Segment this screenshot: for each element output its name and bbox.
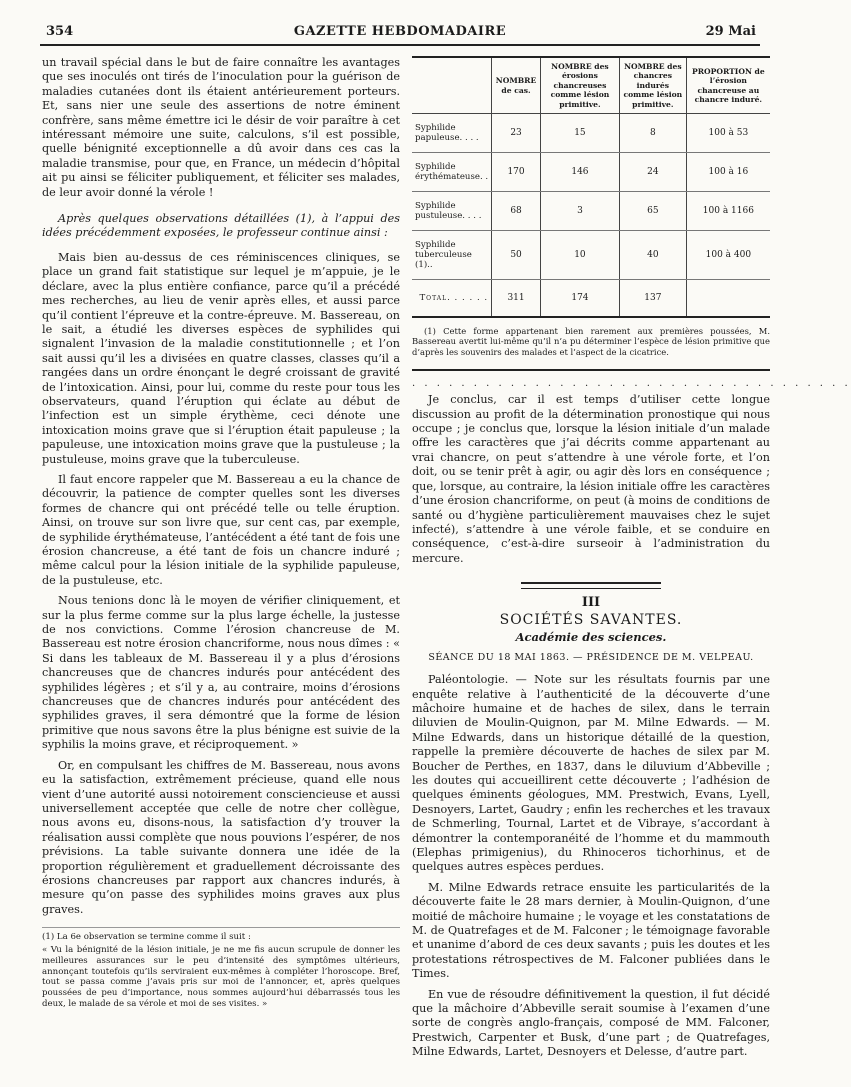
- cell-erosions: 10: [540, 231, 619, 280]
- total-chancres: 137: [619, 280, 686, 318]
- section-title: SOCIÉTÉS SAVANTES.: [499, 612, 683, 629]
- paragraph: Paléontologie. — Note sur les résultats fournis par une enquête relative à l’authenticité de la découverte d’une mâchoire humaine et de haches de silex, dans le terrain diluvien de Moulin-Quignon, par M. Milne Edwards. — M. Milne Edwards, dans un historique détaillé de la question, rappelle la première découverte de haches de silex par M. Boucher de Perthes, en 1837, dans le diluvium d’Abbeville ; les doutes qui accueillirent cette découverte ; l’adhésion de quelques éminents géologues, MM. Prestwich, Evans, Lyell, Desnoyers, Lartet, Gaudry ; enfin les recherches et les travaux de Schmerling, Tournal, Lartet et de Vibraye, s’accordant à démontrer la contemporanéité de l’homme et du mammouth (Elephas primigenius), du Rhinoceros tichorhinus, et de quelques autres espèces perdues.: [412, 673, 770, 874]
- table-header-row: [412, 57, 770, 114]
- left-column: [42, 56, 400, 1012]
- cell-erosions: 3: [540, 192, 619, 231]
- cell-chancres: 8: [619, 114, 686, 153]
- paragraph: un travail spécial dans le but de faire connaître les avantages que ses inoculés ont tirés de l’inoculation pour la guérison de maladies cutanées dont ils étaient antérieurement porteurs. Et, sans nier une seule des assertions de notre éminent confrère, sans même émettre ici le désir de voir paraître à cet intéressant mémoire une suite, calculons, s’il est possible, quelle bénignité exceptionnelle a dû avoir dans ces cas la maladie transmise, pour que, en France, un médecin d’hôpital ait pu ainsi se féliciter publiquement, et féliciter ses malades, de leur avoir donné la vérole !: [42, 56, 400, 199]
- total-label: Total. . . . . .: [419, 293, 489, 304]
- cell-cases: 50: [492, 231, 541, 280]
- table-row: [412, 114, 770, 153]
- cell-cases: 23: [492, 114, 541, 153]
- row-label: Syphilide pustuleuse. . . .: [412, 192, 492, 231]
- paragraph: Or, en compulsant les chiffres de M. Bassereau, nous avons eu la satisfaction, extrêmement précieuse, quand elle nous vient d’une autorité aussi notoirement consciencieuse et aussi universellement acceptée que celle de notre cher collègue, nous avons eu, disons-nous, la satisfaction d’y trouver la réalisation aussi complète que nous pouvions l’espérer, de nos prévisions. La table suivante donnera une idée de la proportion régulièrement et graduellement décroissante des érosions chancreuses par rapport aux chancres indurés, à mesure qu’on passe des syphilides moins graves aux plus graves.: [42, 758, 400, 916]
- footnote: [42, 927, 400, 1010]
- section-number: III: [581, 595, 601, 611]
- row-label: Syphilide érythémateuse. .: [412, 153, 492, 192]
- right-column: [412, 56, 851, 1066]
- intro-italic: Après quelques observations détaillées (1), à l’appui des idées précédemment exposées, le professeur continue ainsi :: [42, 212, 400, 240]
- paragraph: Je conclus, car il est temps d’utiliser cette longue discussion au profit de la détermination pronostique qui nous occupe ; je conclus que, lorsque la lésion initiale d’un malade offre les caractères que j’ai décrits comme appartenant au vrai chancre, on peut s’attendre à une vérole forte, et l’on doit, ou se tenir prêt à agir, ou agir dès lors en conséquence ; que, lorsque, au contraire, la lésion initiale offre les caractères d’une érosion chancriforme, on peut (à moins de conditions de santé ou d’hygiène particulièrement mauvaises chez le sujet infecté), s’attendre à une vérole faible, et se conduire en conséquence, c’est-à-dire surseoir à l’administration du mercure.: [412, 393, 770, 565]
- table-row: [412, 192, 770, 231]
- footnote-line: « Vu la bénignité de la lésion initiale, je ne me fis aucun scrupule de donner les meilleures assurances sur le peu d’intensité des symptômes ultérieurs, annonçant toutefois qu’ils serviraient eux-mêmes à compléter l’horoscope. Bref, tout se passa comme j’avais pris sur moi de l’annoncer, et, après quelques poussées de peu d’importance, nous sommes aujourd’hui débarrassés tous les deux, le malade de sa vérole et moi de ses visites. »: [42, 944, 400, 1009]
- issue-date: 29 Mai: [705, 24, 756, 39]
- table-row: [412, 231, 770, 280]
- total-proportion: [686, 280, 770, 318]
- cell-proportion: 100 à 16: [686, 153, 770, 192]
- dot-leader: . . . . . . . . . . . . . . . . . . . . . . . . . . . . . . . . . . . .: [412, 378, 851, 390]
- row-label: Syphilide papuleuse. . . .: [412, 114, 492, 153]
- page-header: [40, 22, 760, 46]
- paragraph: En vue de résoudre définitivement la question, il fut décidé que la mâchoire d’Abbeville serait soumise à l’examen d’une sorte de congrès anglo-français, composé de MM. Falconer, Prestwich, Carpenter et Busk, d’une part ; de Quatrefages, Milne Edwards, Lartet, Desnoyers et Delesse, d’autre part.: [412, 987, 770, 1059]
- total-cases: 311: [492, 280, 541, 318]
- paragraph: Nous tenions donc là le moyen de vérifier cliniquement, et sur la plus ferme comme sur la plus large échelle, la justesse de nos convictions. Comme l’érosion chancreuse de M. Bassereau est notre érosion chancriforme, nous nous dîmes : « Si dans les tableaux de M. Bassereau il y a plus d’érosions chancreuses que de chancres indurés pour antécédent des syphilides légères ; et s’il y a, au contraire, moins d’érosions chancreuses que de chancres indurés pour antécédent des syphilides graves, il sera démontré que la forme de lésion primitive que nous savons être la plus bénigne est suivie de la syphilis la moins grave, et réciproquement. »: [42, 594, 400, 752]
- cell-chancres: 65: [619, 192, 686, 231]
- journal-title: GAZETTE HEBDOMADAIRE: [293, 24, 507, 39]
- cell-cases: 68: [492, 192, 541, 231]
- cell-proportion: 100 à 400: [686, 231, 770, 280]
- table-header: NOMBRE de cas.: [492, 57, 541, 114]
- table-header: PROPORTION de l’érosion chancreuse au chancre induré.: [686, 57, 770, 114]
- table-row: [412, 153, 770, 192]
- cell-cases: 170: [492, 153, 541, 192]
- cell-chancres: 24: [619, 153, 686, 192]
- cell-erosions: 146: [540, 153, 619, 192]
- seance-line: SÉANCE DU 18 MAI 1863. — PRÉSIDENCE DE M. VELPEAU.: [428, 652, 754, 664]
- syphilide-table: [412, 56, 770, 318]
- row-label: Syphilide tuberculeuse (1)..: [412, 231, 492, 280]
- cell-erosions: 15: [540, 114, 619, 153]
- table-total-row: [412, 280, 770, 318]
- section-rule: [521, 582, 661, 589]
- cell-proportion: 100 à 53: [686, 114, 770, 153]
- table-header: [412, 57, 492, 114]
- cell-chancres: 40: [619, 231, 686, 280]
- paragraph: M. Milne Edwards retrace ensuite les particularités de la découverte faite le 28 mars dernier, à Moulin-Quignon, d’une moitié de mâchoire humaine ; le voyage et les constatations de M. de Quatrefages et de M. Falconer ; le témoignage favorable et unanime d’abord de ces deux savants ; puis les doutes et les protestations rétrospectives de M. Falconer publiées dans le Times.: [412, 880, 770, 981]
- table-header: NOMBRE des érosions chancreuses comme lésion primitive.: [540, 57, 619, 114]
- paragraph: Mais bien au-dessus de ces réminiscences cliniques, se place un grand fait statistique sur lequel je m’appuie, je le déclare, avec la plus entière confiance, parce qu’il a précédé mes recherches, au lieu de venir après elles, et aussi parce qu’il contient l’épreuve et la contre-épreuve. M. Bassereau, on le sait, a étudié les diverses espèces de syphilides qui signalent l’invasion de la maladie constitutionnelle ; et l’on sait aussi qu’il les a divisées en quatre classes, classes qu’il a rangées dans un ordre énonçant le degré croissant de gravité de l’intoxication. Ainsi, pour lui, comme du reste pour tous les observateurs, quand l’éruption qui éclate au début de l’infection est un simple érythème, ceci dénote une intoxication moins grave que si l’éruption était papuleuse ; la papuleuse, une intoxication moins grave que la pustuleuse ; la pustuleuse, moins grave que la tuberculeuse.: [42, 250, 400, 466]
- paragraph: Il faut encore rappeler que M. Bassereau a eu la chance de découvrir, la patience de compter quelles sont les diverses formes de chancre qui ont précédé telle ou telle éruption. Ainsi, on trouve sur son livre que, sur cent cas, par exemple, de syphilide érythémateuse, l’antécédent a été tant de fois une érosion chancreuse, a été tant de fois un chancre induré ; même calcul pour la lésion initiale de la syphilide papuleuse, de la pustuleuse, etc.: [42, 472, 400, 587]
- table-header: NOMBRE des chancres indurés comme lésion primitive.: [619, 57, 686, 114]
- academy-heading: Académie des sciences.: [515, 630, 667, 645]
- table-footnote: (1) Cette forme appartenant bien rarement aux premières poussées, M. Bassereau avertit lui-même qu’il n’a pu déterminer l’espèce de lésion primitive que d’après les souvenirs des malades et l’aspect de la cicatrice.: [412, 326, 770, 371]
- total-erosions: 174: [540, 280, 619, 318]
- footnote-line: (1) La 6e observation se termine comme il suit :: [42, 932, 251, 943]
- cell-proportion: 100 à 1166: [686, 192, 770, 231]
- page-number: 354: [46, 24, 74, 39]
